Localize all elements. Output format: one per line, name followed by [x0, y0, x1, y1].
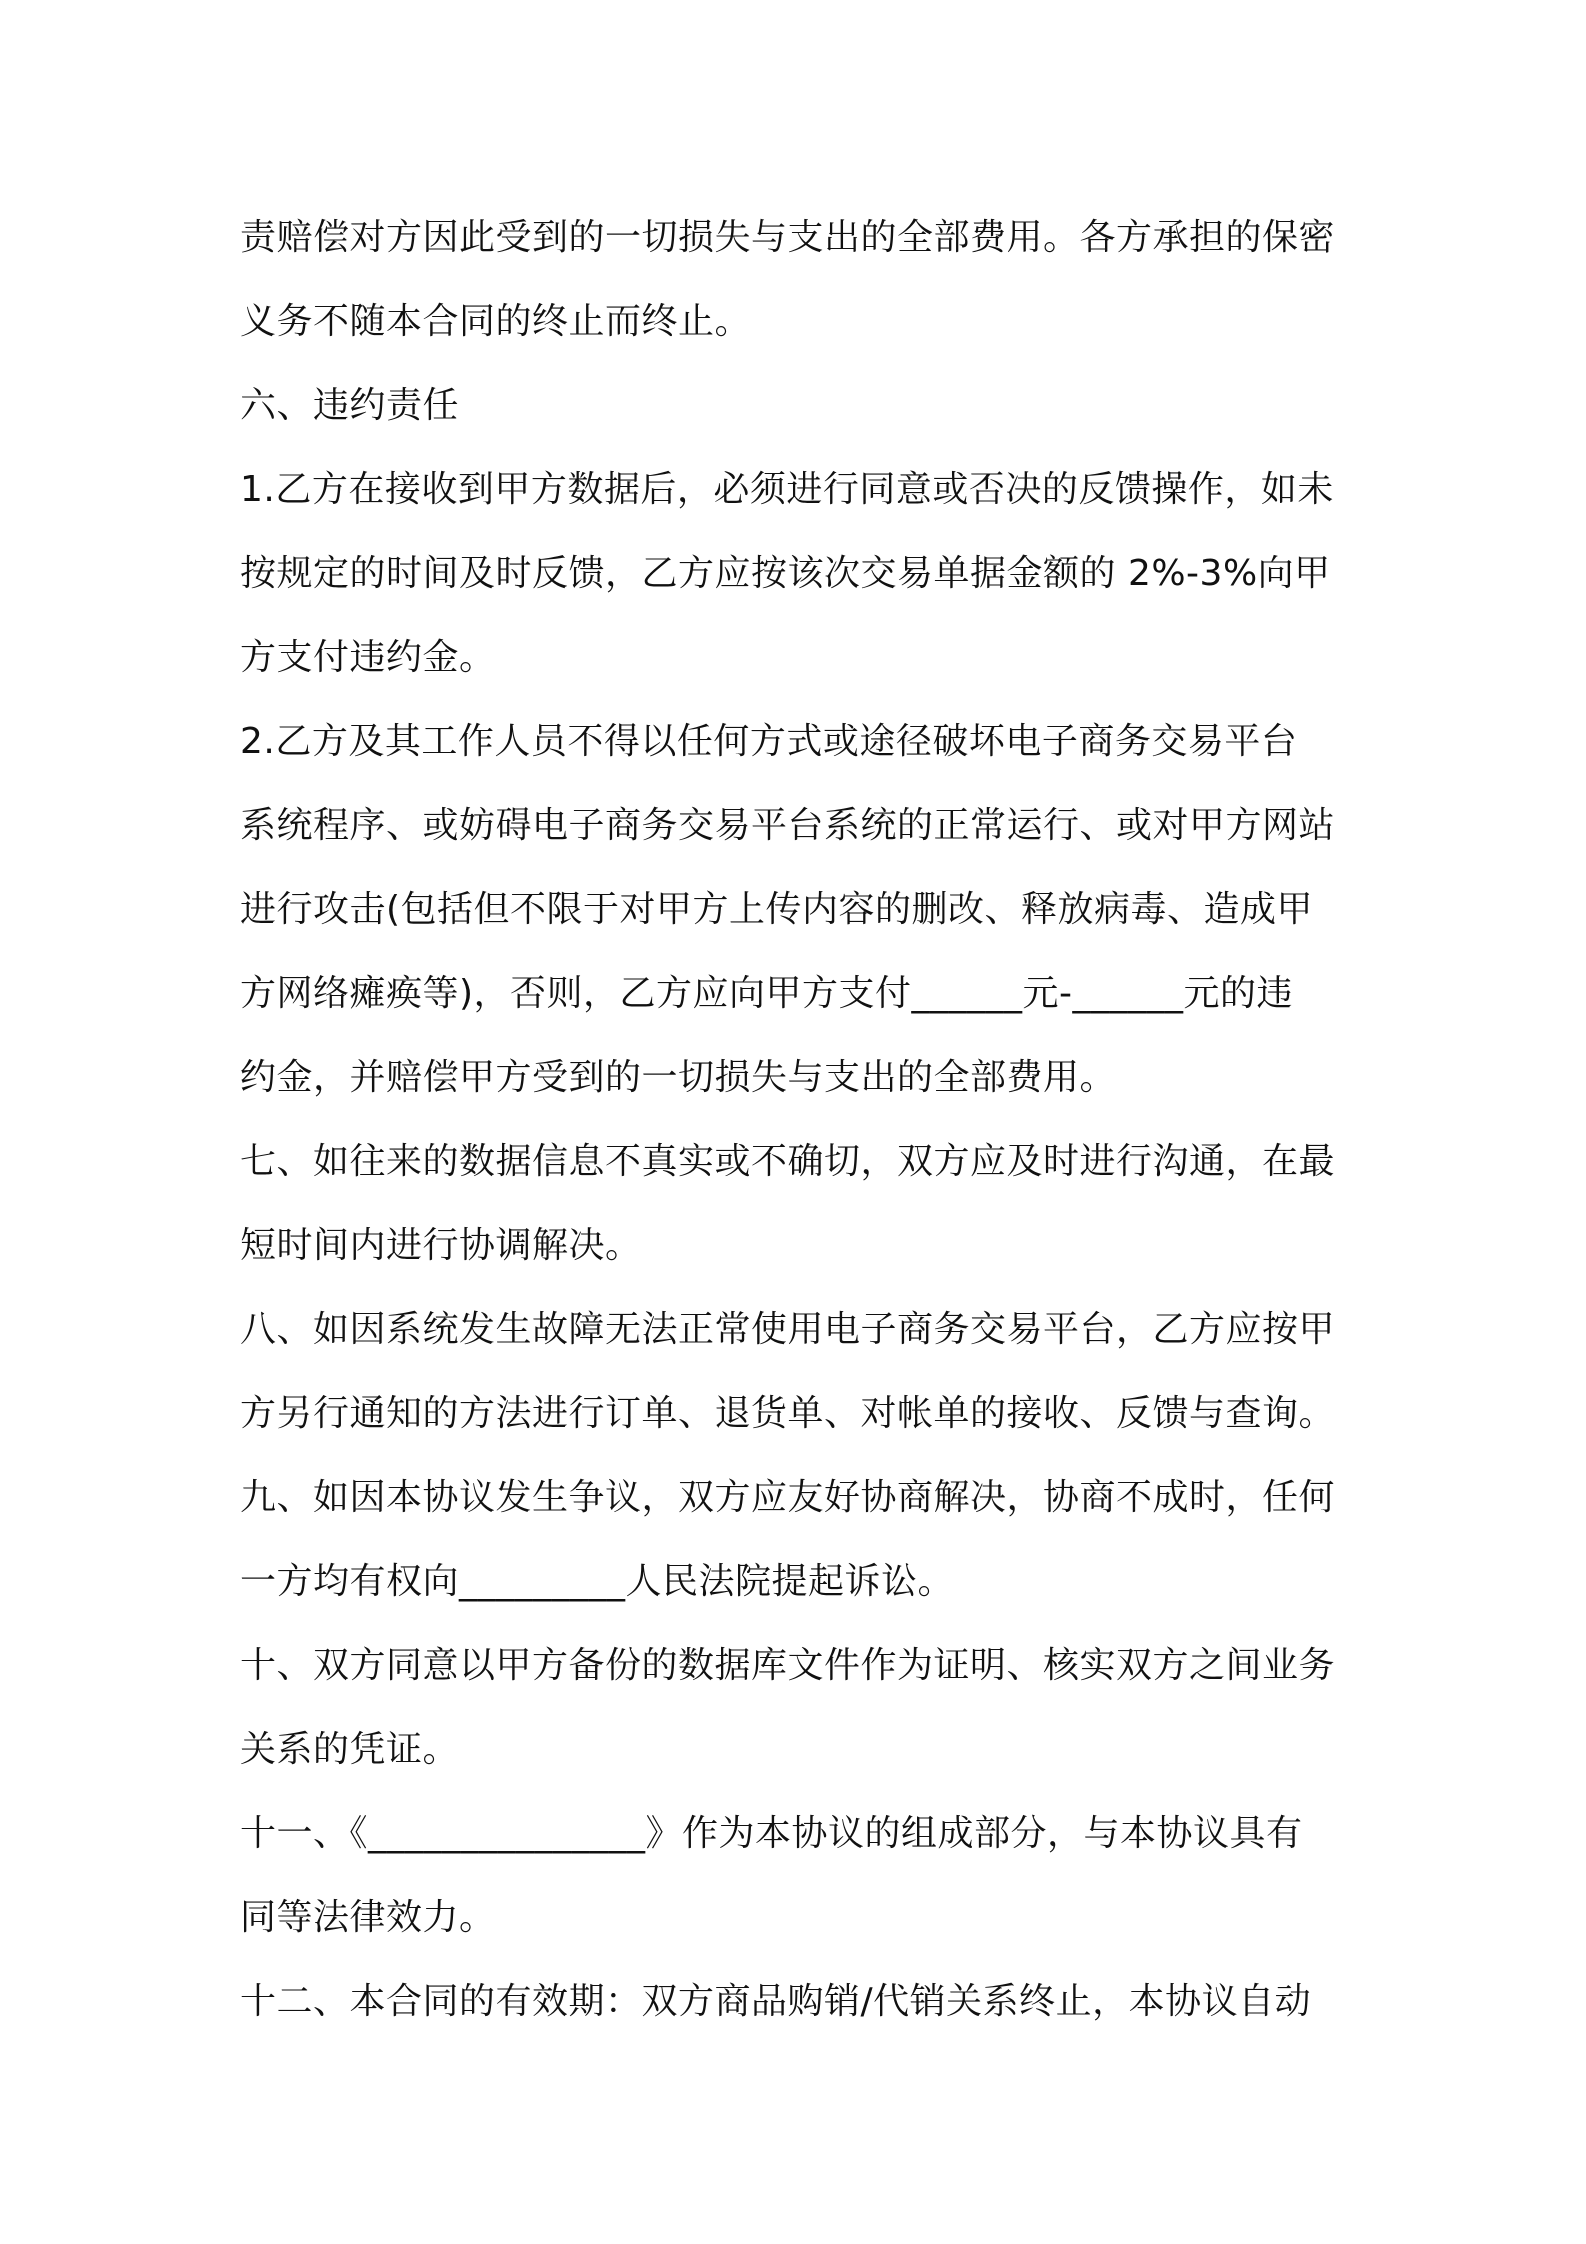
text-line: 约金，并赔偿甲方受到的一切损失与支出的全部费用。 [240, 1057, 1117, 1098]
text-line: 十一、《_______________》作为本协议的组成部分，与本协议具有 [240, 1813, 1303, 1854]
text-line: 2.乙方及其工作人员不得以任何方式或途径破坏电子商务交易平台 [240, 721, 1298, 762]
text-line: 方网络瘫痪等)，否则，乙方应向甲方支付______元-______元的违 [240, 973, 1294, 1014]
text-line: 按规定的时间及时反馈，乙方应按该次交易单据金额的 2%-3%向甲 [240, 553, 1331, 594]
text-line: 系统程序、或妨碍电子商务交易平台系统的正常运行、或对甲方网站 [240, 805, 1336, 846]
text-line: 责赔偿对方因此受到的一切损失与支出的全部费用。各方承担的保密 [240, 217, 1336, 258]
text-line: 一方均有权向_________人民法院提起诉讼。 [240, 1561, 955, 1602]
text-line: 短时间内进行协调解决。 [240, 1225, 642, 1266]
text-line: 1.乙方在接收到甲方数据后，必须进行同意或否决的反馈操作，如未 [240, 469, 1334, 510]
text-line: 十二、本合同的有效期：双方商品购销/代销关系终止，本协议自动 [240, 1981, 1312, 2022]
text-line: 进行攻击(包括但不限于对甲方上传内容的删改、释放病毒、造成甲 [240, 889, 1314, 930]
document-body [240, 196, 1360, 2044]
text-line: 十、双方同意以甲方备份的数据库文件作为证明、核实双方之间业务 [240, 1645, 1336, 1686]
text-line: 方另行通知的方法进行订单、退货单、对帐单的接收、反馈与查询。 [240, 1393, 1336, 1434]
text-line: 八、如因系统发生故障无法正常使用电子商务交易平台，乙方应按甲 [240, 1309, 1336, 1350]
text-line: 同等法律效力。 [240, 1897, 496, 1938]
text-line: 方支付违约金。 [240, 637, 496, 678]
text-line: 七、如往来的数据信息不真实或不确切，双方应及时进行沟通，在最 [240, 1141, 1336, 1182]
text-line: 九、如因本协议发生争议，双方应友好协商解决，协商不成时，任何 [240, 1477, 1336, 1518]
text-line: 义务不随本合同的终止而终止。 [240, 301, 752, 342]
text-line: 关系的凭证。 [240, 1729, 460, 1770]
section-heading: 六、违约责任 [240, 385, 460, 426]
